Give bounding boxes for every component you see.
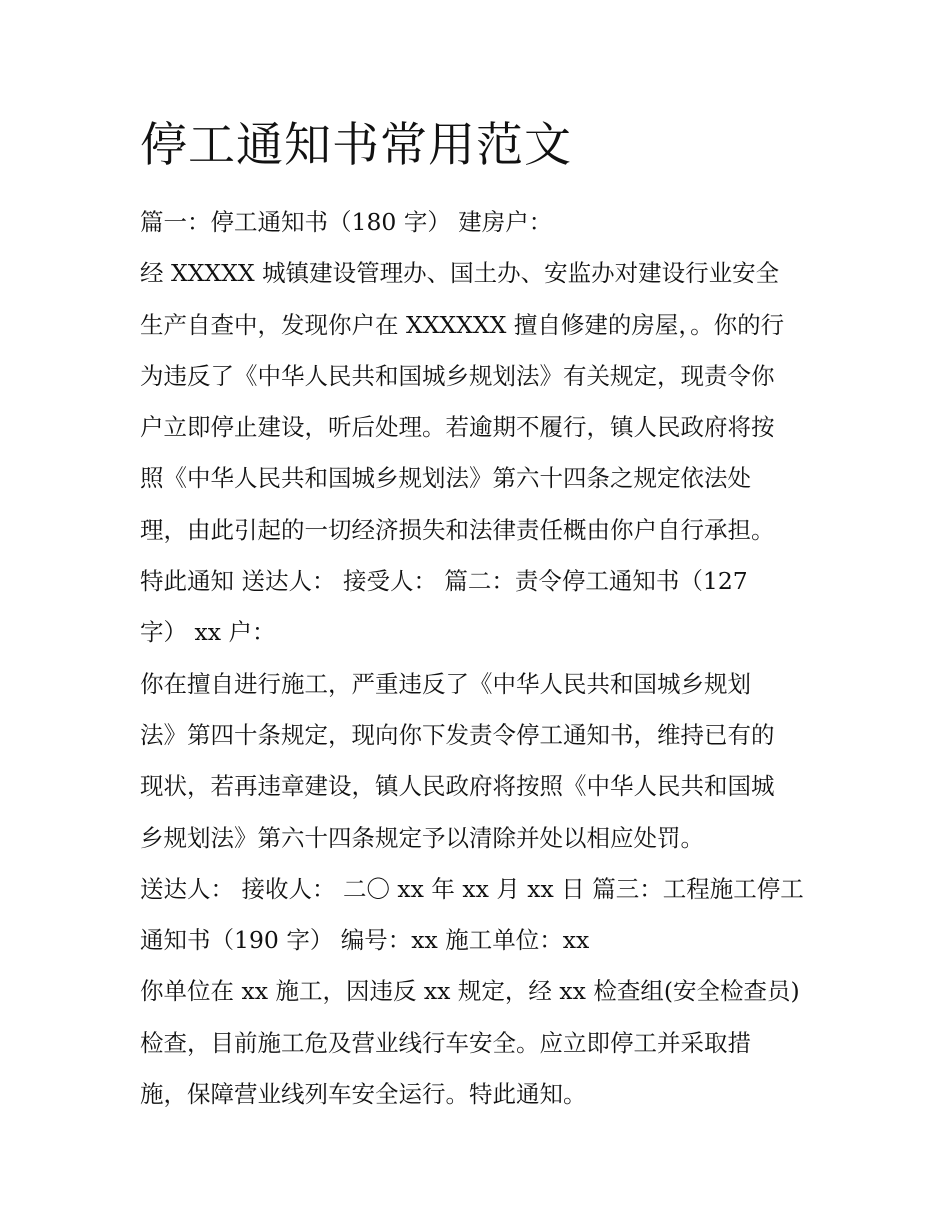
- text-line: 篇一：停工通知书（180 字） 建房户：: [140, 208, 553, 236]
- document-body: [140, 197, 840, 1120]
- text-line: 乡规划法》第六十四条规定予以清除并处以相应处罚。: [140, 823, 704, 852]
- text-line: 你在擅自进行施工，严重违反了《中华人民共和国城乡规划: [140, 669, 751, 698]
- text-line: 送达人： 接收人： 二〇 xx 年 xx 月 xx 日 篇三：工程施工停工: [140, 874, 804, 903]
- text-line: 为违反了《中华人民共和国城乡规划法》有关规定，现责令你: [140, 361, 775, 390]
- text-line: 生产自查中，发现你户在 XXXXXX 擅自修建的房屋，。你的行: [140, 310, 785, 339]
- text-line: 你单位在 xx 施工，因违反 xx 规定，经 xx 检查组(安全检查员): [140, 977, 800, 1006]
- text-line: 通知书（190 字） 编号：xx 施工单位：xx: [140, 926, 590, 955]
- text-line: 特此通知 送达人： 接受人： 篇二：责令停工通知书（127: [140, 567, 748, 596]
- text-line: 户立即停止建设，听后处理。若逾期不履行，镇人民政府将按: [140, 413, 775, 442]
- text-line: 现状，若再违章建设，镇人民政府将按照《中华人民共和国城: [140, 772, 775, 801]
- text-line: 法》第四十条规定，现向你下发责令停工通知书，维持已有的: [140, 720, 775, 749]
- text-line: 理，由此引起的一切经济损失和法律责任概由你户自行承担。: [140, 515, 775, 544]
- document-title: 停工通知书常用范文: [140, 118, 572, 173]
- text-line: 经 XXXXX 城镇建设管理办、国土办、安监办对建设行业安全: [140, 259, 780, 288]
- text-line: 照《中华人民共和国城乡规划法》第六十四条之规定依法处: [140, 464, 751, 493]
- text-line: 字） xx 户：: [140, 618, 276, 647]
- text-line: 施，保障营业线列车安全运行。特此通知。: [140, 1080, 587, 1109]
- text-line: 检查，目前施工危及营业线行车安全。应立即停工并采取措: [140, 1028, 751, 1057]
